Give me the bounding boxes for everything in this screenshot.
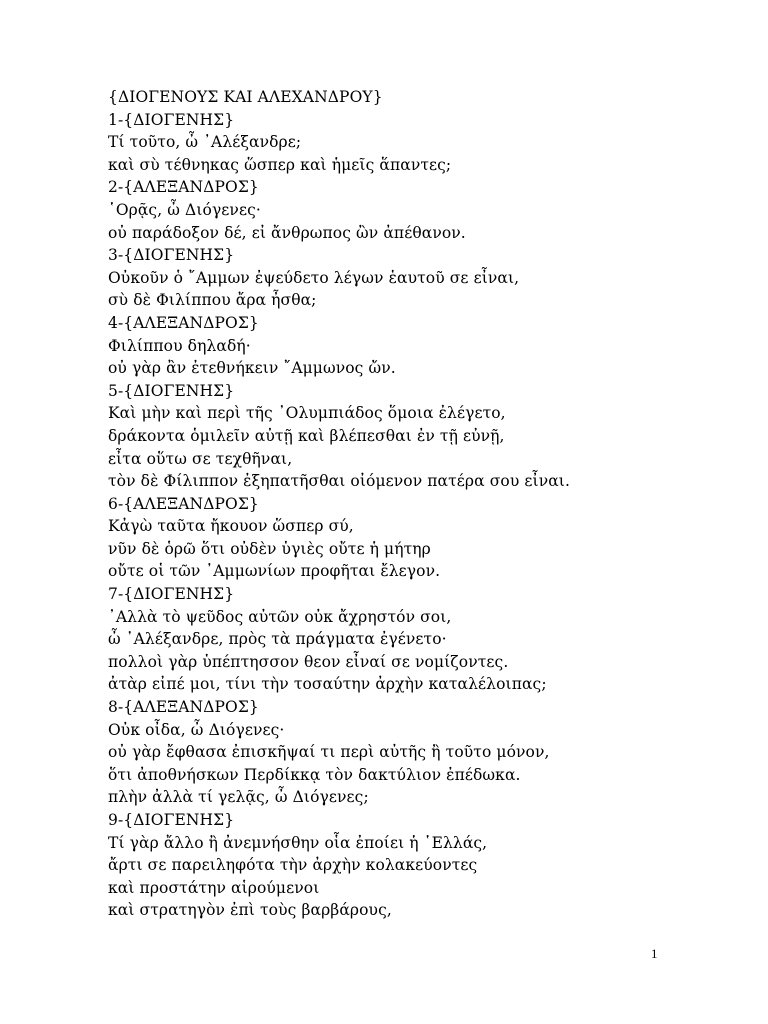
text-line: τὸν δὲ Φίλιππον ἐξηπατῆσθαι οἰόμενον πατέρα σου εἶναι.: [108, 472, 570, 491]
text-line: σὺ δὲ Φιλίππου ἄρα ἦσθα;: [108, 291, 317, 310]
text-line: ᾿Αλλὰ τὸ ψεῦδος αὐτῶν οὐκ ἄχρηστόν σοι,: [108, 607, 452, 626]
text-line: 3-{ΔΙΟΓΕΝΗΣ}: [108, 246, 235, 265]
text-line: ἄρτι σε παρειληφότα τὴν ἀρχὴν κολακεύοντες: [108, 856, 478, 875]
text-line: πλὴν ἀλλὰ τί γελᾷς, ὦ Διόγενες;: [108, 788, 369, 807]
dialogue-text: [108, 86, 728, 922]
text-line: 6-{ΑΛΕΞΑΝΔΡΟΣ}: [108, 494, 259, 513]
text-line: πολλοὶ γὰρ ὑπέπτησσον θεον εἶναί σε νομίζοντες.: [108, 652, 509, 671]
text-line: καὶ προστάτην αἱρούμενοι: [108, 878, 320, 897]
text-line: 1-{ΔΙΟΓΕΝΗΣ}: [108, 110, 235, 129]
text-line: οὐ γὰρ ἔφθασα ἐπισκῆψαί τι περὶ αὐτῆς ἢ τοῦτο μόνον,: [108, 743, 550, 762]
text-line: Κἀγὼ ταῦτα ἤκουον ὥσπερ σύ,: [108, 517, 354, 536]
page-number: 1: [651, 946, 658, 961]
text-line: Τί γὰρ ἄλλο ἢ ἀνεμνήσθην οἷα ἐποίει ἡ ῾Ελλάς,: [108, 833, 488, 852]
text-line: 4-{ΑΛΕΞΑΝΔΡΟΣ}: [108, 313, 259, 332]
text-line: οὐ γὰρ ἂν ἐτεθνήκειν ῎Αμμωνος ὤν.: [108, 359, 396, 378]
text-line: ῾Ορᾷς, ὦ Διόγενες·: [108, 200, 261, 219]
text-line: οὔτε οἱ τῶν ᾿Αμμωνίων προφῆται ἔλεγον.: [108, 562, 441, 581]
text-line: 9-{ΔΙΟΓΕΝΗΣ}: [108, 811, 235, 829]
text-line: νῦν δὲ ὁρῶ ὅτι οὐδὲν ὑγιὲς οὔτε ἡ μήτηρ: [108, 539, 431, 558]
text-line: οὐ παράδοξον δέ, εἰ ἄνθρωπος ὢν ἀπέθανον.: [108, 223, 466, 242]
document-title: {ΔΙΟΓΕΝΟΥΣ ΚΑΙ ΑΛΕΧΑΝΔΡΟΥ}: [108, 88, 383, 106]
text-line: 5-{ΔΙΟΓΕΝΗΣ}: [108, 381, 235, 400]
text-line: Καὶ μὴν καὶ περὶ τῆς ᾿Ολυμπιάδος ὅμοια ἐλέγετο,: [108, 404, 506, 423]
text-line: 7-{ΔΙΟΓΕΝΗΣ}: [108, 585, 235, 604]
text-line: Οὐκοῦν ὁ ῎Αμμων ἐψεύδετο λέγων ἑαυτοῦ σε εἶναι,: [108, 268, 520, 287]
text-line: Τί τοῦτο, ὦ ᾿Αλέξανδρε;: [108, 133, 302, 152]
text-line: ὦ ᾿Αλέξανδρε, πρὸς τὰ πράγματα ἐγένετο·: [108, 630, 447, 649]
text-line: ὅτι ἀποθνήσκων Περδίκκᾳ τὸν δακτύλιον ἐπέδωκα.: [108, 765, 521, 784]
text-line: 8-{ΑΛΕΞΑΝΔΡΟΣ}: [108, 698, 259, 717]
text-line: καὶ στρατηγὸν ἐπὶ τοὺς βαρβάρους,: [108, 901, 392, 920]
text-line: 2-{ΑΛΕΞΑΝΔΡΟΣ}: [108, 178, 259, 197]
text-line: Φιλίππου δηλαδή·: [108, 336, 251, 355]
text-line: Οὐκ οἶδα, ὦ Διόγενες·: [108, 720, 285, 739]
text-line: δράκοντα ὁμιλεῖν αὐτῇ καὶ βλέπεσθαι ἐν τῇ εὐνῇ,: [108, 426, 505, 445]
text-line: καὶ σὺ τέθνηκας ὥσπερ καὶ ἡμεῖς ἅπαντες;: [108, 155, 452, 174]
text-line: ἀτὰρ εἰπέ μοι, τίνι τὴν τοσαύτην ἀρχὴν καταλέλοιπας;: [108, 675, 547, 694]
text-line: εἶτα οὕτω σε τεχθῆναι,: [108, 449, 293, 468]
